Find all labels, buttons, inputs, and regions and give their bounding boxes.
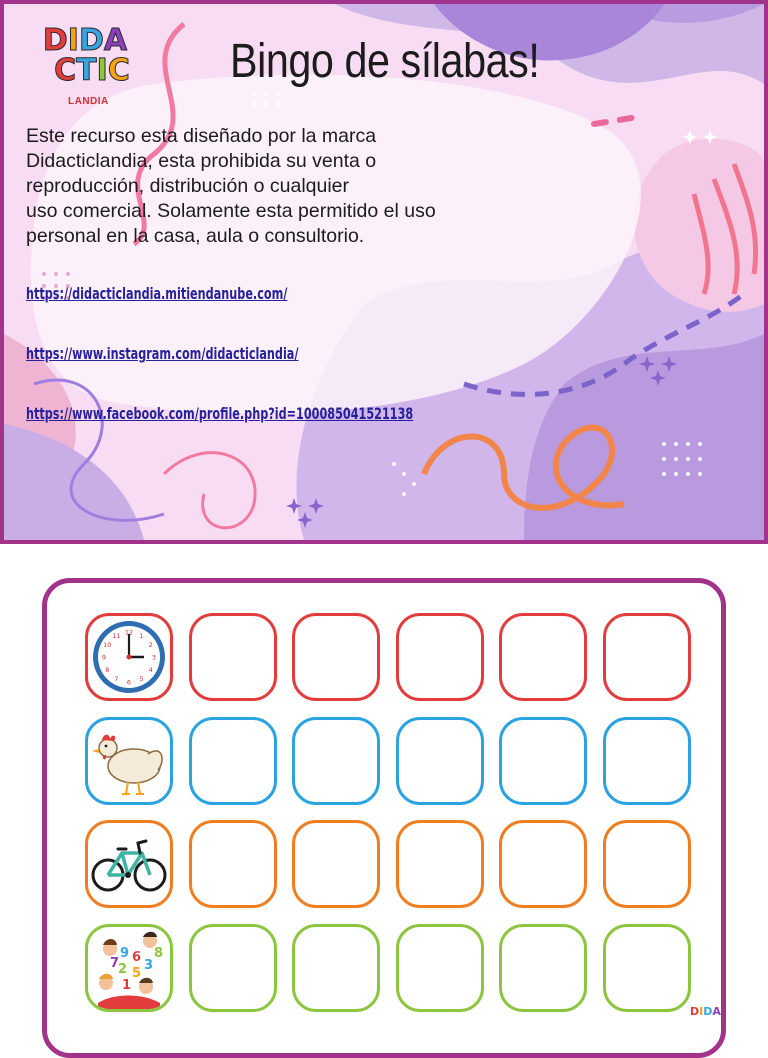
bingo-cell[interactable] bbox=[292, 820, 380, 908]
instagram-link[interactable]: https://www.instagram.com/didacticlandia/ bbox=[26, 344, 299, 363]
logo-letter: C bbox=[107, 53, 130, 88]
svg-text:6: 6 bbox=[126, 678, 132, 687]
svg-text:9: 9 bbox=[120, 945, 130, 961]
logo-letter: I bbox=[67, 23, 79, 58]
svg-text:8: 8 bbox=[105, 666, 110, 674]
logo-letter: A bbox=[103, 23, 128, 58]
svg-text:12: 12 bbox=[124, 628, 134, 637]
svg-text:5: 5 bbox=[132, 965, 142, 981]
didacticlandia-logo bbox=[30, 23, 140, 116]
bingo-picture-cell[interactable] bbox=[85, 820, 173, 908]
svg-text:6: 6 bbox=[132, 949, 142, 965]
bingo-cell[interactable] bbox=[189, 820, 277, 908]
facebook-link[interactable]: https://www.facebook.com/profile.php?id=100085041521138 bbox=[26, 404, 414, 423]
bingo-cell[interactable] bbox=[292, 613, 380, 701]
numbers-children-icon bbox=[88, 927, 170, 1009]
svg-text:10: 10 bbox=[103, 641, 112, 649]
logo-row-2 bbox=[44, 53, 140, 88]
notice-line: uso comercial. Solamente esta permitido el uso bbox=[26, 200, 436, 222]
svg-text:9: 9 bbox=[101, 653, 107, 662]
notice-line: personal en la casa, aula o consultorio. bbox=[26, 225, 365, 247]
logo-letter: I bbox=[96, 53, 108, 88]
bingo-cell[interactable] bbox=[189, 717, 277, 805]
clock-icon bbox=[88, 616, 170, 698]
svg-text:2: 2 bbox=[148, 641, 153, 649]
bingo-picture-cell[interactable] bbox=[85, 613, 173, 701]
hen-icon bbox=[88, 720, 170, 802]
notice-line: Didacticlandia, esta prohibida su venta o bbox=[26, 150, 377, 172]
bingo-cell[interactable] bbox=[499, 717, 587, 805]
bingo-cell[interactable] bbox=[292, 717, 380, 805]
svg-text:5: 5 bbox=[139, 675, 144, 684]
bingo-picture-cell[interactable] bbox=[85, 924, 173, 1012]
bingo-cell[interactable] bbox=[189, 613, 277, 701]
svg-text:4: 4 bbox=[148, 666, 153, 674]
page-title: Bingo de sílabas! bbox=[230, 35, 540, 88]
svg-text:7: 7 bbox=[110, 955, 120, 971]
logo-letter: C bbox=[54, 53, 77, 88]
bingo-cell[interactable] bbox=[499, 924, 587, 1012]
bingo-cell[interactable] bbox=[499, 613, 587, 701]
svg-text:1: 1 bbox=[139, 631, 144, 640]
bingo-cell[interactable] bbox=[499, 820, 587, 908]
notice-line: Este recurso esta diseñado por la marca bbox=[26, 125, 377, 147]
svg-text:8: 8 bbox=[154, 945, 164, 961]
bingo-cell[interactable] bbox=[603, 613, 691, 701]
bicycle-icon bbox=[88, 823, 170, 905]
mini-logo: DIDA bbox=[690, 1005, 721, 1018]
bingo-card bbox=[42, 578, 726, 1058]
bingo-cell[interactable] bbox=[603, 717, 691, 805]
bingo-picture-cell[interactable] bbox=[85, 717, 173, 805]
logo-letter: D bbox=[78, 23, 104, 58]
logo-letter: T bbox=[76, 53, 97, 88]
notice-line: reproducción, distribución o cualquier bbox=[26, 175, 350, 197]
logo-row-1 bbox=[30, 23, 140, 58]
copyright-notice bbox=[26, 124, 506, 249]
bingo-cell[interactable] bbox=[396, 613, 484, 701]
svg-text:2: 2 bbox=[118, 961, 128, 977]
bingo-cell[interactable] bbox=[396, 717, 484, 805]
store-link[interactable]: https://didacticlandia.mitiendanube.com/ bbox=[26, 284, 288, 303]
svg-text:7: 7 bbox=[114, 675, 119, 684]
bingo-cell[interactable] bbox=[396, 820, 484, 908]
logo-letter: D bbox=[42, 23, 68, 58]
bingo-cell[interactable] bbox=[292, 924, 380, 1012]
bingo-cell[interactable] bbox=[603, 924, 691, 1012]
bingo-cell[interactable] bbox=[396, 924, 484, 1012]
svg-text:1: 1 bbox=[122, 977, 132, 993]
svg-text:11: 11 bbox=[112, 631, 121, 640]
bingo-cell[interactable] bbox=[603, 820, 691, 908]
svg-text:3: 3 bbox=[151, 653, 157, 662]
svg-text:3: 3 bbox=[144, 957, 154, 973]
bingo-cell[interactable] bbox=[189, 924, 277, 1012]
logo-subtitle: LANDIA bbox=[68, 96, 109, 107]
